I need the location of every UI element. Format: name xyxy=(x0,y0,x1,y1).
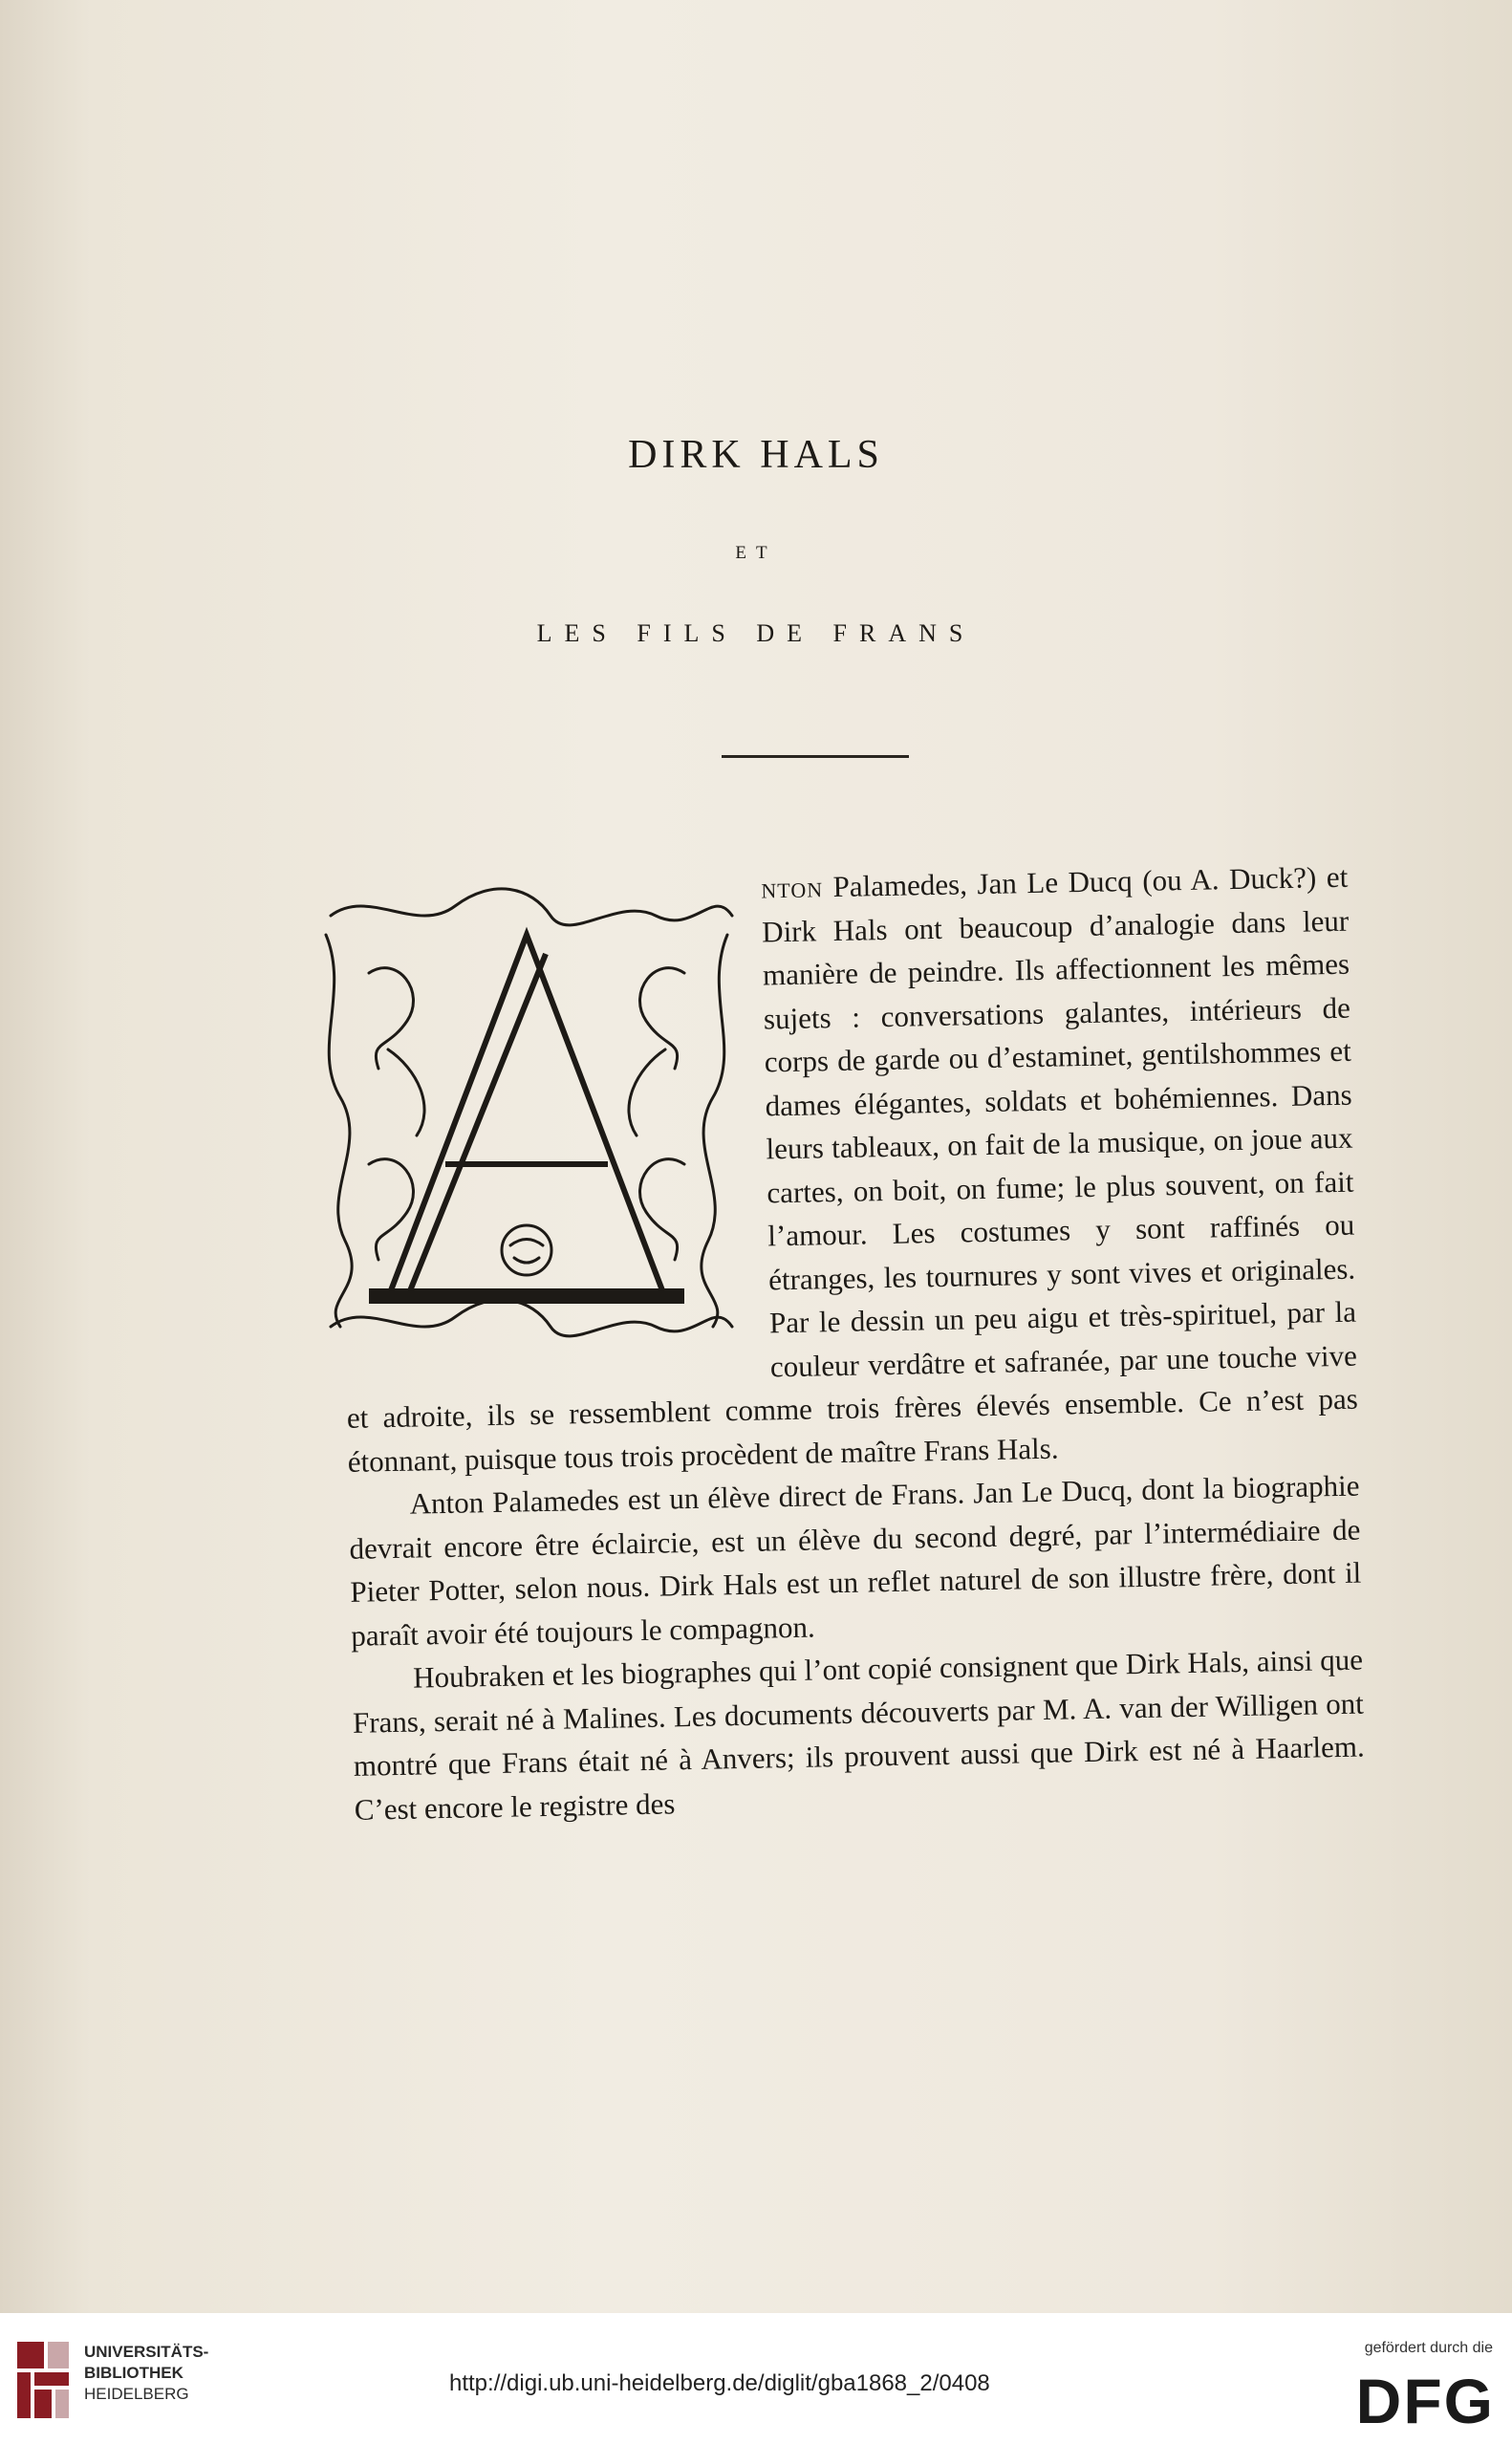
paragraph-2: Anton Palamedes est un élève direct de Frans. Jan Le Ducq, dont la biographie devrait encore être éclaircie, est un élève du second degré, par l’intermédiaire de Pieter Potter, selon nous. Dirk Hals est un reflet naturel de son illustre frère, dont il paraît avoir été toujours le compagnon. xyxy=(349,1468,1362,1653)
title-rule xyxy=(722,755,909,758)
footer-bar xyxy=(0,2313,1512,2444)
library-line-3: HEIDELBERG xyxy=(84,2385,189,2403)
paragraph-3: Houbraken et les biographes qui l’ont copié consignent que Dirk Hals, ainsi que Frans, serait né à Malines. Les documents découverts par M. A. van der Willigen ont montré que Frans était né à Anvers; ils prouvent aussi que Dirk est né à Haarlem. C’est encore le registre des xyxy=(352,1642,1366,1827)
ornamental-initial-a-icon xyxy=(312,877,742,1355)
funded-by-label: gefördert durch die xyxy=(1364,2340,1493,2356)
paragraph-1-text: Palamedes, Jan Le Ducq (ou A. Duck?) et Dirk Hals ont beaucoup d’analogie dans leur manière de peindre. Ils affectionnent les mêmes sujets : conversations galantes, intérieurs de corps de garde ou d’estaminet, gentilshommes et dames élégantes, soldats et bohémiennes. Dans leurs tableaux, on fait de la musique, on joue aux cartes, on boit, on fume; le plus souvent, on fait l’amour. Les costumes y sont raffinés ou étranges, les tournures y sont vives et originales. Par le dessin un peu aigu et très-spirituel, par la couleur verdâtre et safranée, par une touche vive et adroite, ils se ressemblent comme trois frères élevés ensemble. Ce n’est pas étonnant, puisque tous trois procèdent de maître Frans Hals. xyxy=(346,859,1359,1479)
library-line-1: UNIVERSITÄTS- xyxy=(84,2343,209,2361)
article-title: DIRK HALS xyxy=(628,433,884,477)
title-conjunction: ET xyxy=(735,543,777,563)
permalink-url[interactable]: http://digi.ub.uni-heidelberg.de/diglit/gba1868_2/0408 xyxy=(449,2370,990,2396)
first-word-rest: nton xyxy=(761,870,824,905)
university-library-logo-icon xyxy=(10,2332,76,2424)
library-line-2: BIBLIOTHEK xyxy=(84,2364,184,2382)
library-name xyxy=(84,2342,208,2405)
article-subtitle: LES FILS DE FRANS xyxy=(536,619,976,647)
dfg-logo: DFG xyxy=(1355,2366,1495,2436)
